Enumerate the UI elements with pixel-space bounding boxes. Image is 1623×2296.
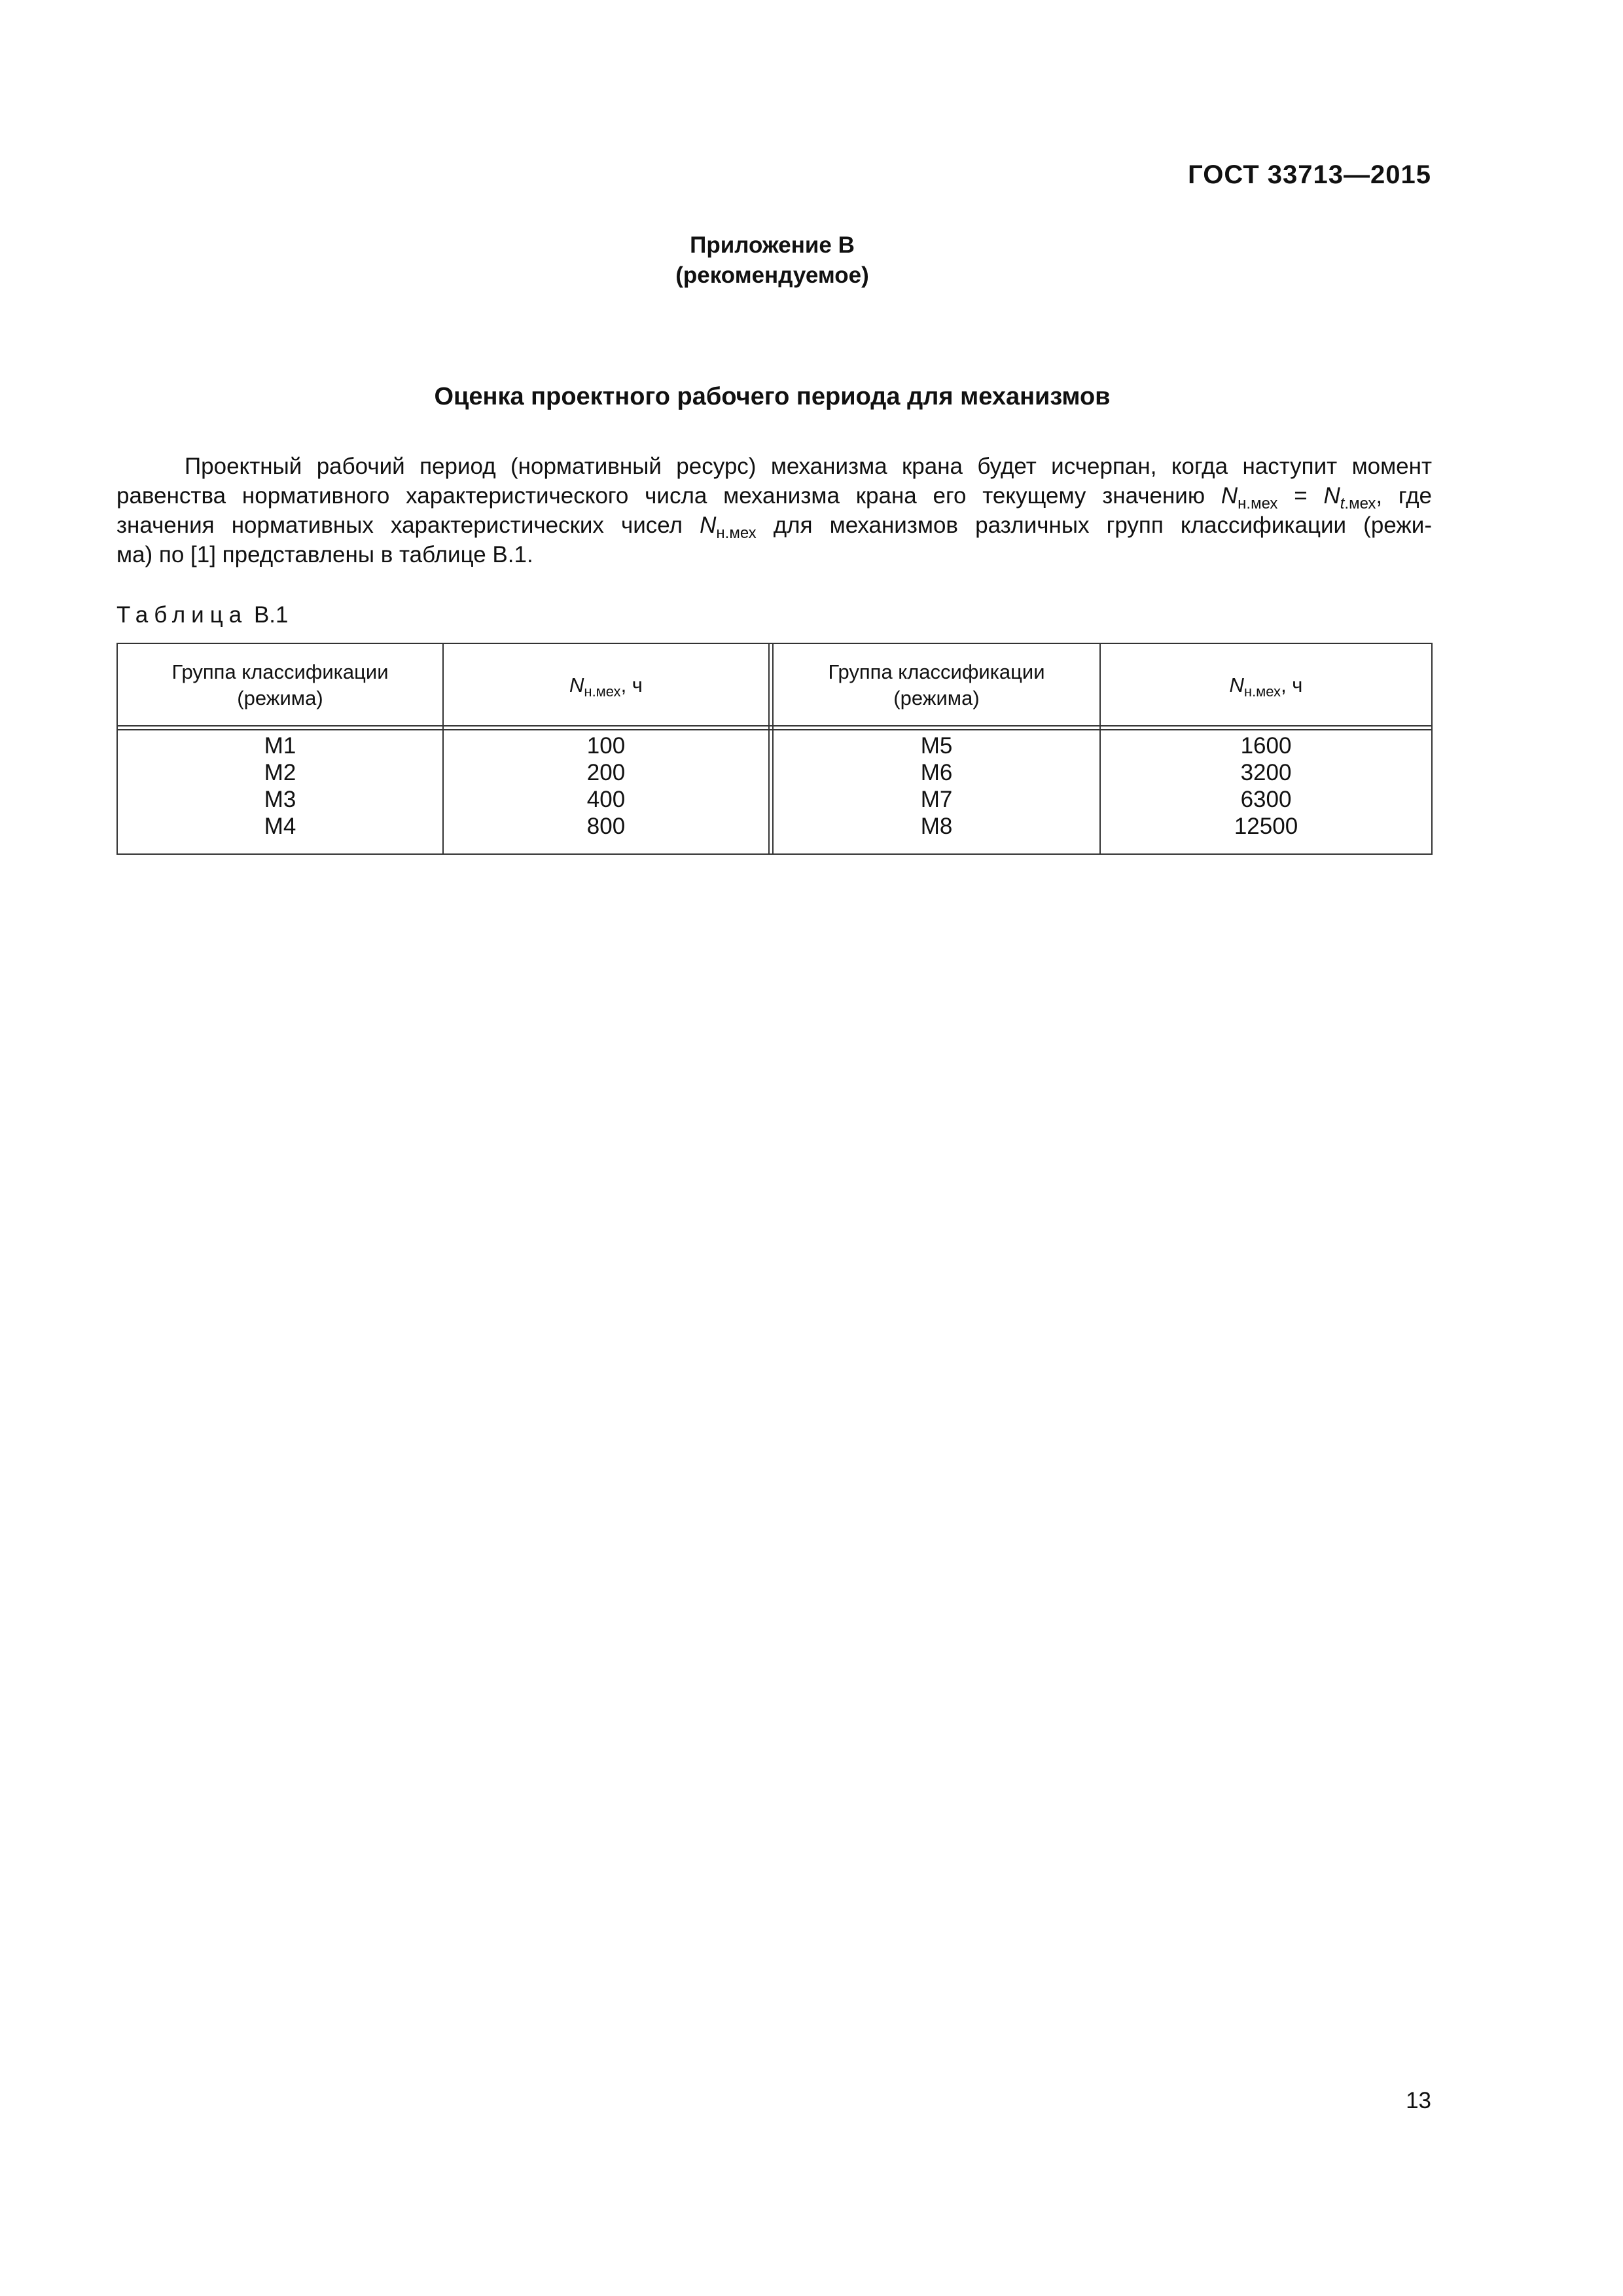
header-group-right: Группа классификации (режима) [828,660,1045,709]
paragraph-line-3: значения нормативных характеристических чисел $N_{н.мех}$ для механизмов различных групп классификации (режи- [116,512,1432,542]
table-cell: 3200 [1240,760,1292,785]
paragraph-line-1: Проектный рабочий период (нормативный ресурс) механизма крана будет исчерпан, когда наступит момент [185,454,1432,479]
table-caption: Таблица В.1 [116,602,289,628]
document-number-header: ГОСТ 33713—2015 [1188,160,1431,189]
column-values-left [444,732,768,840]
column-groups-right [774,732,1099,840]
table-cell: М7 [920,787,953,812]
table-cell: М3 [264,787,296,812]
table-cell: М5 [920,733,953,759]
table-cell: 800 [586,814,626,839]
column-values-right [1101,732,1431,840]
body-paragraph [116,452,1432,569]
classification-table [116,643,1433,855]
annex-heading [0,230,1544,291]
annex-status: (рекомендуемое) [675,262,869,288]
table-cell: М6 [920,760,953,785]
table-cell: 200 [586,760,626,785]
table-cell: 1600 [1240,733,1292,759]
header-group-left: Группа классификации (режима) [171,660,389,709]
table-cell: 12500 [1234,814,1298,839]
paragraph-line-4: ма) по [1] представлены в таблице В.1. [116,542,533,567]
table-cell: 100 [586,733,626,759]
section-title: Оценка проектного рабочего периода для механизмов [434,383,1111,410]
page-number: 13 [1406,2088,1431,2113]
table-cell: 6300 [1240,787,1292,812]
column-groups-left [118,732,442,840]
table-divider [768,644,770,853]
header-hours-right: $N_{н.мех}$, ч [1229,673,1303,700]
annex-label: Приложение В [690,232,855,258]
header-hours-left: $N_{н.мех}$, ч [569,673,643,700]
table-cell: М4 [264,814,296,839]
paragraph-line-2: равенства нормативного характеристического числа механизма крана его текущему значению $N_{н.мех} = N_{t.мех}$, где [116,483,1433,512]
table-divider [118,729,1431,730]
table-cell: М1 [264,733,296,759]
table-cell: 400 [586,787,626,812]
table-cell: М2 [264,760,296,785]
table-cell: М8 [920,814,953,839]
